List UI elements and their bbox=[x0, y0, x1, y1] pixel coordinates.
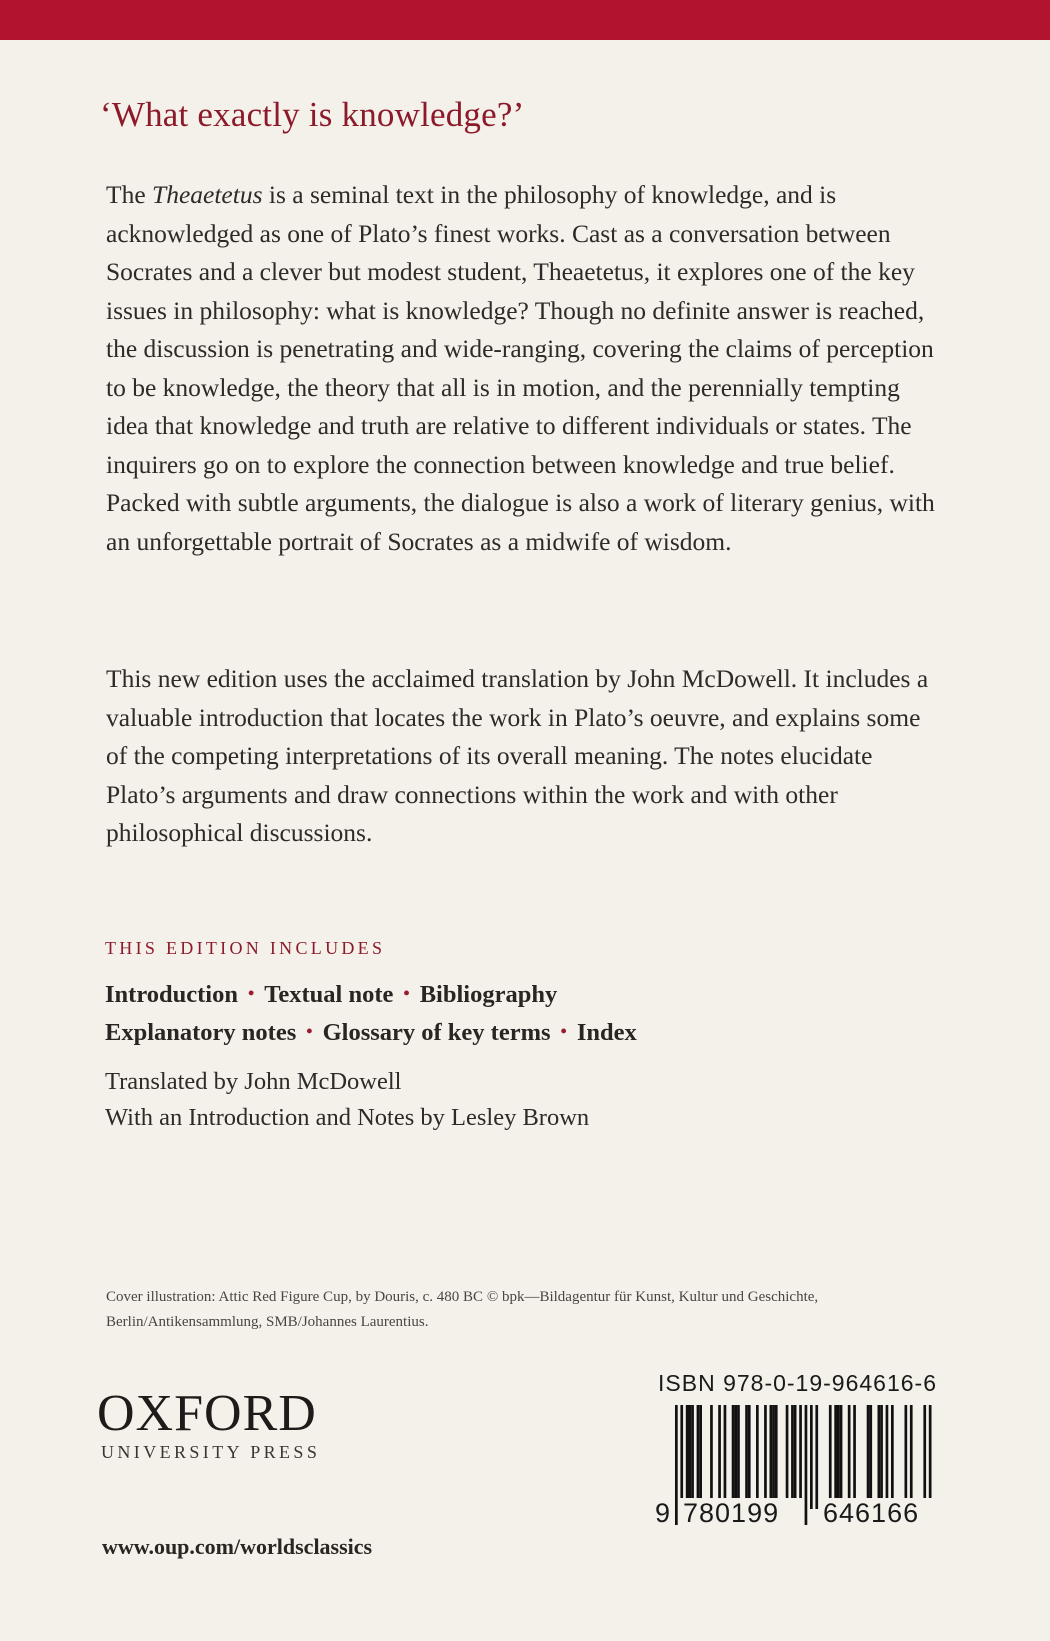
barcode-digit-group-1: 780199 bbox=[680, 1498, 803, 1529]
barcode-bar bbox=[834, 1405, 837, 1509]
blurb-paragraph-2: This new edition uses the acclaimed translation by John McDowell. It includes a valuable introduction that locates the work in Plato’s oeuvre, and explains some of the competing interpretations of its overall meaning. The notes elucidate Plato’s arguments and draw connections within the work and with other philosophical discussions. bbox=[106, 664, 929, 847]
includes-item: Glossary of key terms bbox=[322, 1019, 551, 1046]
barcode-bar bbox=[786, 1405, 789, 1509]
blurb-p1-post: is a seminal text in the philosophy of knowledge, and is acknowledged as one of Plato’s finest works. Cast as a conversation between Socrates and a clever but modest student, Theaetetus, it explores one of the key issues in philosophy: what is knowledge? Though no definite answer is reached, the discussion is penetrating and wide-ranging, covering the claims of perception to be knowledge, the theory that all is in motion, and the perennially tempting idea that knowledge and truth are relative to different individuals or states. The inquirers go on to explore the connection between knowledge and true belief. Packed with subtle arguments, the dialogue is also a work of literary genius, with an unforgettable portrait of Socrates as a midwife of wisdom. bbox=[106, 180, 935, 556]
includes-item: Explanatory notes bbox=[105, 1019, 297, 1046]
barcode-bar bbox=[829, 1405, 832, 1509]
barcode-bar bbox=[718, 1405, 721, 1509]
includes-item: Index bbox=[576, 1019, 637, 1046]
credits bbox=[105, 1064, 589, 1136]
bullet-dot: • bbox=[247, 983, 255, 1003]
publisher-url[interactable]: www.oup.com/worldsclassics bbox=[102, 1534, 373, 1559]
barcode-bar bbox=[837, 1405, 840, 1509]
barcode-bar bbox=[869, 1405, 872, 1509]
bullet-dot: • bbox=[403, 983, 410, 1003]
includes-row-2 bbox=[105, 1013, 637, 1051]
barcode-bar bbox=[686, 1405, 689, 1509]
barcode-bar bbox=[794, 1405, 797, 1509]
barcode-bar bbox=[886, 1405, 889, 1509]
blurb-p1-pre: The bbox=[106, 180, 153, 209]
editor-credit: With an Introduction and Notes by Lesley Brown bbox=[105, 1104, 590, 1131]
barcode-bar bbox=[880, 1405, 883, 1509]
book-title-italic: Theaetetus bbox=[152, 180, 263, 209]
includes-item: Bibliography bbox=[419, 981, 558, 1008]
edition-heading: THIS EDITION INCLUDES bbox=[105, 938, 386, 958]
barcode-bar bbox=[737, 1405, 740, 1509]
top-color-band bbox=[0, 0, 1050, 40]
bullet-dot: • bbox=[306, 1021, 313, 1041]
barcode-bar bbox=[724, 1405, 727, 1509]
tagline: ‘What exactly is knowledge?’ bbox=[100, 95, 525, 134]
barcode-bar bbox=[848, 1405, 851, 1509]
barcode-bar bbox=[772, 1405, 775, 1509]
barcode-bar bbox=[697, 1405, 700, 1509]
barcode-bar bbox=[791, 1405, 794, 1509]
oxford-logo: OXFORD bbox=[97, 1385, 317, 1442]
barcode-bar bbox=[891, 1405, 894, 1509]
barcode-bar bbox=[810, 1405, 813, 1509]
translator-credit: Translated by John McDowell bbox=[105, 1068, 402, 1095]
barcode-bar bbox=[853, 1405, 856, 1509]
barcode-bar bbox=[764, 1405, 767, 1509]
barcode-bar bbox=[710, 1405, 713, 1509]
barcode-bar bbox=[815, 1405, 818, 1509]
barcode-bar bbox=[910, 1405, 913, 1509]
cover-illustration-credit: Cover illustration: Attic Red Figure Cup, by Douris, c. 480 BC © bpk—Bildagentur für Kunst, Kultur und Geschichte, Berlin/Antikensammlung, SMB/Johannes Laurentius. bbox=[106, 1289, 819, 1330]
bullet-dot: • bbox=[560, 1021, 567, 1041]
barcode-bar bbox=[675, 1405, 678, 1525]
barcode-bar bbox=[699, 1405, 702, 1509]
barcode-bar bbox=[770, 1405, 773, 1509]
barcode-bar bbox=[840, 1405, 843, 1509]
barcode-bar bbox=[748, 1405, 751, 1509]
barcode-bar bbox=[905, 1405, 908, 1509]
barcode-bar bbox=[689, 1405, 692, 1509]
includes-item: Textual note bbox=[264, 981, 394, 1008]
barcode-bar bbox=[867, 1405, 870, 1509]
barcode-bar bbox=[878, 1405, 881, 1509]
barcode-bar bbox=[756, 1405, 759, 1509]
barcode-digit-group-2: 646166 bbox=[820, 1498, 943, 1529]
edition-includes-list bbox=[105, 975, 637, 1051]
blurb-paragraph-1 bbox=[106, 176, 946, 561]
barcode-bar bbox=[691, 1405, 694, 1509]
barcode-bar bbox=[734, 1405, 737, 1509]
barcode-bar bbox=[732, 1405, 735, 1509]
barcode-digit-lead: 9 bbox=[655, 1498, 671, 1528]
barcode-bar bbox=[775, 1405, 778, 1509]
isbn-label: ISBN 978-0-19-964616-6 bbox=[658, 1370, 937, 1396]
oxford-logo-subtitle: UNIVERSITY PRESS bbox=[101, 1442, 321, 1462]
barcode-bar bbox=[805, 1405, 808, 1525]
includes-row-1 bbox=[105, 975, 637, 1013]
includes-item: Introduction bbox=[105, 981, 238, 1008]
barcode-bar bbox=[745, 1405, 748, 1509]
